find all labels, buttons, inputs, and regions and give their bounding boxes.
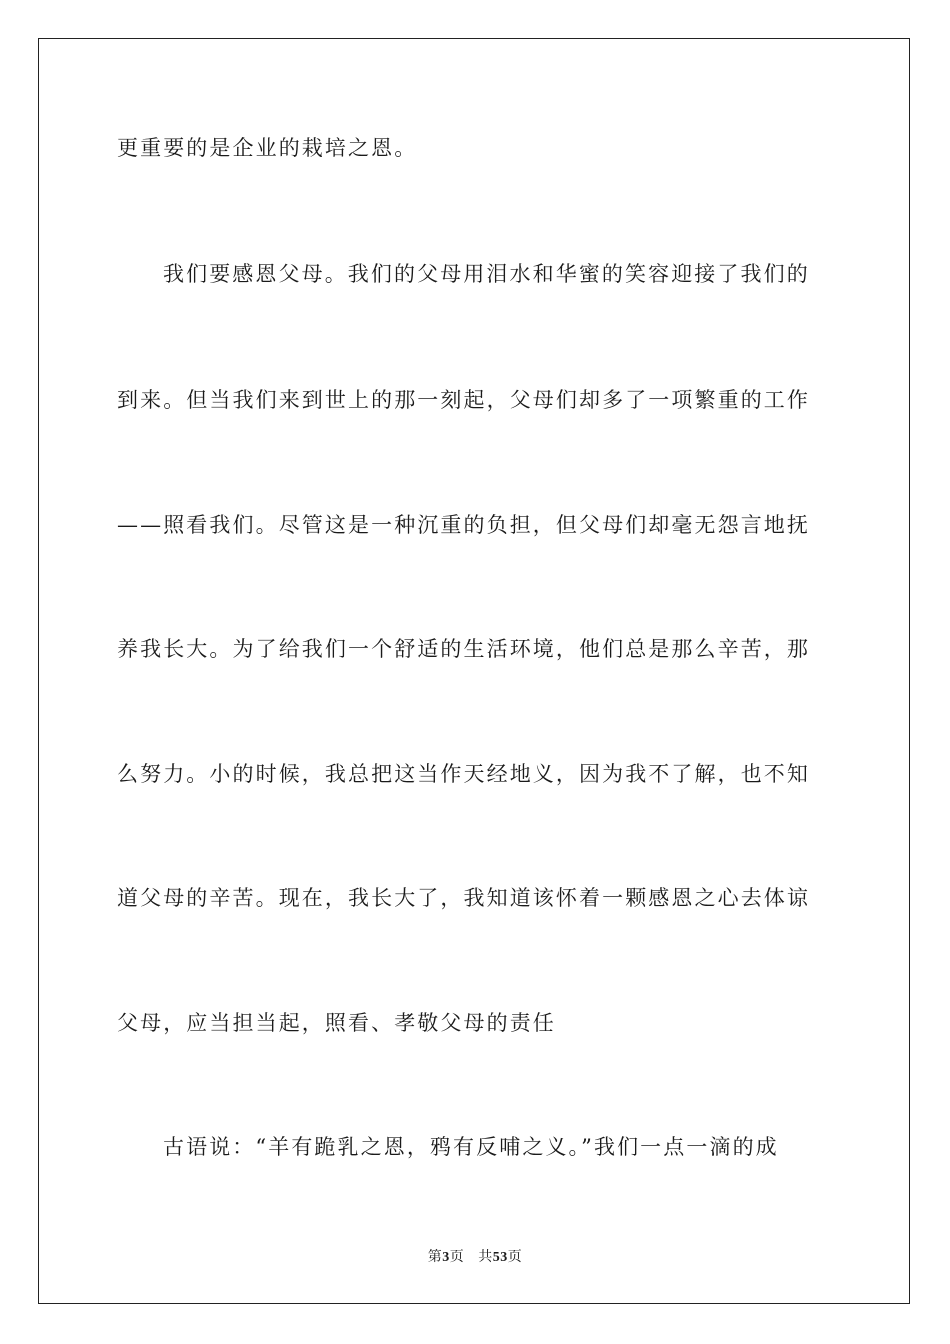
page-footer bbox=[0, 1248, 950, 1267]
text-line-2: 我们要感恩父母。我们的父母用泪水和华蜜的笑容迎接了我们的 bbox=[163, 262, 810, 286]
text-line-6: 么努力。小的时候，我总把这当作天经地义，因为我不了解，也不知 bbox=[117, 762, 810, 786]
total-prefix: 共 bbox=[478, 1249, 493, 1265]
page-number: 3 bbox=[442, 1250, 450, 1265]
total-pages: 53 bbox=[492, 1250, 508, 1265]
page-prefix: 第 bbox=[427, 1249, 443, 1265]
page-unit: 页 bbox=[449, 1249, 465, 1265]
text-line-5: 养我长大。为了给我们一个舒适的生活环境，他们总是那么辛苦，那 bbox=[117, 637, 810, 661]
text-line-9: 古语说：“羊有跪乳之恩，鸦有反哺之义。”我们一点一滴的成 bbox=[163, 1135, 779, 1159]
page-border bbox=[38, 38, 910, 1304]
text-line-4: ——照看我们。尽管这是一种沉重的负担，但父母们却毫无怨言地抚 bbox=[117, 513, 810, 537]
text-line-1: 更重要的是企业的栽培之恩。 bbox=[117, 136, 418, 160]
text-line-7: 道父母的辛苦。现在，我长大了，我知道该怀着一颗感恩之心去体谅 bbox=[117, 886, 810, 910]
total-unit: 页 bbox=[507, 1249, 523, 1265]
text-line-8: 父母，应当担当起，照看、孝敬父母的责任 bbox=[117, 1011, 556, 1035]
text-line-3: 到来。但当我们来到世上的那一刻起，父母们却多了一项繁重的工作 bbox=[117, 388, 810, 412]
